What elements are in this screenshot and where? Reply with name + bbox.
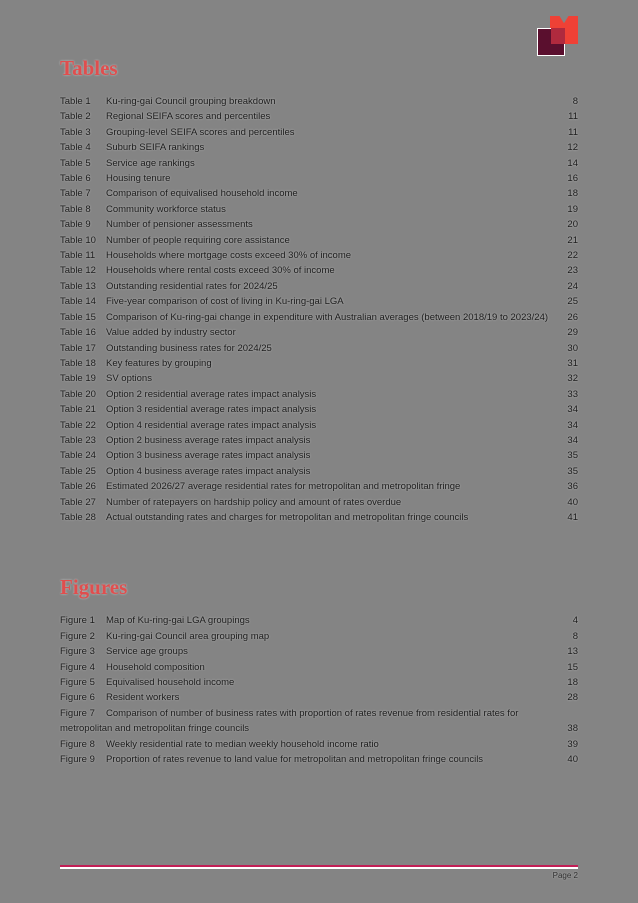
toc-entry-text: [60, 356, 554, 371]
toc-entry-label: Table 5: [60, 157, 91, 169]
toc-entry-page: 32: [567, 373, 578, 385]
toc-entry-text: [60, 387, 554, 402]
toc-entry-title: Equivalised household income: [106, 677, 235, 688]
toc-entry-title: Option 3 business average rates impact analysis: [106, 450, 311, 462]
toc-entry-text: [60, 109, 554, 124]
toc-entry-title: Key features by grouping: [106, 357, 212, 369]
toc-entry-text: [60, 94, 554, 109]
toc-entry-text: [60, 448, 554, 463]
toc-entry-page: 35: [567, 465, 578, 477]
toc-entry: [60, 613, 578, 628]
toc-entry-label: Table 22: [60, 419, 96, 431]
toc-entry-page: 20: [567, 219, 578, 231]
toc-entry-page: 23: [567, 265, 578, 277]
toc-entry-text: [60, 310, 554, 325]
toc-entry-text: [60, 690, 554, 705]
footer-rule: [60, 865, 578, 869]
toc-entry: [60, 202, 578, 217]
toc-entry-title: Map of Ku-ring-gai LGA groupings: [106, 615, 250, 627]
toc-entry-label: Figure 4: [60, 661, 95, 673]
toc-entry-label: Table 4: [60, 142, 91, 154]
toc-entry-text: [60, 433, 554, 448]
toc-entry-title: Option 3 residential average rates impact analysis: [106, 404, 317, 416]
toc-entry-page: 14: [567, 157, 578, 169]
toc-entry-title: Number of pensioner assessments: [106, 219, 253, 231]
toc-entry: [60, 706, 578, 737]
toc-entry-label: Table 19: [60, 373, 96, 385]
toc-entry-label: Figure 3: [60, 646, 95, 658]
toc-entry-page: 28: [567, 692, 578, 704]
toc-entry-title: Option 2 business average rates impact analysis: [106, 434, 311, 446]
toc-entry-label: Table 14: [60, 296, 96, 308]
toc-entry: [60, 325, 578, 340]
toc-entry-title: Estimated 2026/27 average residential rates for metropolitan and metropolitan fringe: [106, 481, 461, 493]
toc-entry: [60, 294, 578, 309]
toc-entry-page: 40: [567, 496, 578, 508]
toc-entry-text: [60, 341, 554, 356]
toc-entry-page: 8: [572, 630, 578, 642]
toc-entry-text: [60, 294, 554, 309]
toc-entry-title: Number of ratepayers on hardship policy and amount of rates overdue: [106, 496, 402, 508]
toc-entry-title: Actual outstanding rates and charges for metropolitan and metropolitan fringe councils: [106, 511, 469, 523]
toc-entry: [60, 510, 578, 525]
toc-entry-label: Table 20: [60, 388, 96, 400]
toc-entry-label: Table 21: [60, 404, 96, 416]
toc-entry-text: [60, 140, 554, 155]
toc-entry-page: 31: [567, 357, 578, 369]
toc-entry-label: Table 11: [60, 250, 96, 262]
page-number: Page 2: [552, 871, 578, 880]
toc-entry-title: Outstanding business rates for 2024/25: [106, 342, 272, 354]
toc-entry-title: Value added by industry sector: [106, 327, 236, 339]
toc-entry-page: 40: [567, 754, 578, 766]
toc-entry-page: 15: [567, 661, 578, 673]
toc-entry-title: Option 2 residential average rates impact analysis: [106, 388, 317, 400]
logo-icon: [537, 16, 578, 56]
toc-entry-title: Ku-ring-gai Council area grouping map: [106, 630, 270, 642]
logo-overlap-square: [551, 28, 565, 44]
toc-entry: [60, 690, 578, 705]
toc-entry-text: [60, 752, 554, 767]
toc-entry: [60, 94, 578, 109]
toc-entry-page: 38: [567, 723, 578, 735]
toc-entry-title: Comparison of number of business rates with proportion of rates revenue from residential rates for metropolitan and metropolitan fringe councils: [60, 707, 519, 735]
toc-entry: [60, 233, 578, 248]
toc-entry-title: SV options: [106, 373, 152, 385]
toc-entry-label: Table 1: [60, 96, 91, 107]
toc-entry-text: [60, 706, 554, 737]
toc-entry: [60, 479, 578, 494]
toc-entry-title: Regional SEIFA scores and percentiles: [106, 111, 271, 123]
toc-entry-page: 39: [567, 738, 578, 750]
toc-entry-page: 34: [567, 404, 578, 416]
page-footer: [60, 865, 578, 880]
toc-entry-title: Households where rental costs exceed 30% of income: [106, 265, 335, 277]
toc-entry-label: Figure 2: [60, 630, 95, 642]
toc-entry: [60, 217, 578, 232]
toc-entry: [60, 402, 578, 417]
figures-section: [60, 577, 578, 767]
toc-entry-page: 35: [567, 450, 578, 462]
toc-entry-page: 4: [572, 615, 578, 627]
toc-entry-title: Service age groups: [106, 646, 188, 658]
toc-entry-label: Table 27: [60, 496, 96, 508]
toc-entry-title: Ku-ring-gai Council grouping breakdown: [106, 96, 276, 107]
toc-entry: [60, 629, 578, 644]
toc-entry-label: Table 18: [60, 357, 96, 369]
toc-entry: [60, 675, 578, 690]
toc-entry-page: 34: [567, 434, 578, 446]
toc-entry-page: 11: [568, 111, 578, 123]
toc-entry-text: [60, 156, 554, 171]
toc-entry-text: [60, 418, 554, 433]
toc-entry-text: [60, 233, 554, 248]
toc-entry: [60, 248, 578, 263]
toc-entry-title: Suburb SEIFA rankings: [106, 142, 205, 154]
toc-entry-title: Five-year comparison of cost of living in Ku-ring-gai LGA: [106, 296, 344, 308]
toc-entry-label: Table 25: [60, 465, 96, 477]
toc-entry-label: Table 26: [60, 481, 96, 493]
toc-entry-label: Figure 7: [60, 707, 95, 719]
toc-entry-text: [60, 279, 554, 294]
toc-entry-text: [60, 325, 554, 340]
toc-entry-label: Table 23: [60, 434, 96, 446]
toc-entry-label: Figure 6: [60, 692, 95, 704]
toc-entry-label: Table 3: [60, 126, 91, 138]
toc-entry: [60, 448, 578, 463]
figures-heading: Figures: [60, 575, 128, 600]
toc-entry-label: Figure 8: [60, 738, 95, 750]
toc-entry-page: 21: [567, 234, 578, 246]
tables-heading: Tables: [60, 56, 118, 80]
toc-entry-page: 22: [567, 250, 578, 262]
toc-entry-title: Comparison of equivalised household income: [106, 188, 298, 200]
toc-entry-text: [60, 613, 554, 628]
toc-entry: [60, 495, 578, 510]
toc-entry: [60, 356, 578, 371]
toc-entry-text: [60, 402, 554, 417]
toc-entry-text: [60, 479, 554, 494]
toc-entry-title: Households where mortgage costs exceed 30% of income: [106, 250, 352, 262]
toc-entry-title: Resident workers: [106, 692, 180, 704]
toc-entry-text: [60, 737, 554, 752]
toc-entry-label: Table 15: [60, 311, 96, 323]
toc-entry-label: Table 17: [60, 342, 96, 354]
toc-entry-page: 8: [572, 96, 578, 107]
figures-list: [60, 613, 578, 767]
toc-entry-label: Table 6: [60, 173, 91, 185]
toc-entry-text: [60, 660, 554, 675]
toc-entry: [60, 310, 578, 325]
toc-entry-title: Option 4 residential average rates impact analysis: [106, 419, 317, 431]
toc-entry: [60, 156, 578, 171]
toc-entry-page: 24: [567, 280, 578, 292]
toc-entry: [60, 464, 578, 479]
toc-entry-label: Table 13: [60, 280, 96, 292]
toc-entry-page: 29: [567, 327, 578, 339]
toc-entry: [60, 433, 578, 448]
toc-entry-title: Community workforce status: [106, 203, 226, 215]
toc-entry-title: Outstanding residential rates for 2024/25: [106, 280, 278, 292]
toc-entry-label: Figure 9: [60, 754, 95, 766]
tables-list: [60, 94, 578, 525]
toc-entry-text: [60, 186, 554, 201]
toc-entry: [60, 186, 578, 201]
toc-entry-text: [60, 371, 554, 386]
toc-entry-label: Table 7: [60, 188, 91, 200]
toc-entry-label: Table 12: [60, 265, 96, 277]
toc-entry-text: [60, 171, 554, 186]
toc-entry: [60, 737, 578, 752]
toc-entry-page: 13: [567, 646, 578, 658]
toc-entry-text: [60, 263, 554, 278]
toc-entry-page: 25: [567, 296, 578, 308]
toc-entry-title: Number of people requiring core assistance: [106, 234, 290, 246]
toc-entry-label: Table 16: [60, 327, 96, 339]
toc-entry-text: [60, 495, 554, 510]
toc-entry-page: 18: [567, 677, 578, 688]
toc-entry: [60, 418, 578, 433]
toc-entry-text: [60, 510, 554, 525]
toc-entry-label: Table 9: [60, 219, 91, 231]
toc-entry-label: Table 28: [60, 511, 96, 523]
toc-entry: [60, 263, 578, 278]
toc-entry-title: Option 4 business average rates impact analysis: [106, 465, 311, 477]
toc-entry-text: [60, 248, 554, 263]
toc-entry-page: 41: [567, 511, 578, 523]
toc-entry-page: 18: [567, 188, 578, 200]
toc-entry-page: 33: [567, 388, 578, 400]
toc-entry-page: 36: [567, 481, 578, 493]
toc-entry-text: [60, 125, 554, 140]
toc-entry-label: Figure 5: [60, 677, 95, 688]
toc-entry-page: 30: [567, 342, 578, 354]
toc-entry-page: 12: [567, 142, 578, 154]
toc-entry: [60, 279, 578, 294]
toc-entry: [60, 371, 578, 386]
toc-entry: [60, 125, 578, 140]
toc-entry-title: Proportion of rates revenue to land value for metropolitan and metropolitan fringe councils: [106, 754, 484, 766]
toc-entry-page: 19: [567, 203, 578, 215]
toc-entry: [60, 387, 578, 402]
toc-entry-text: [60, 202, 554, 217]
toc-entry-text: [60, 644, 554, 659]
toc-entry-text: [60, 675, 554, 690]
tables-section: [60, 58, 578, 525]
toc-entry-text: [60, 217, 554, 232]
toc-entry-title: Housing tenure: [106, 173, 171, 185]
toc-entry-page: 34: [567, 419, 578, 431]
toc-entry-title: Comparison of Ku-ring-gai change in expenditure with Australian averages (between 2018/19 to 2023/24): [106, 311, 549, 323]
toc-entry-label: Table 2: [60, 111, 91, 123]
toc-entry-page: 11: [568, 126, 578, 138]
toc-entry-title: Weekly residential rate to median weekly household income ratio: [106, 738, 379, 750]
toc-entry-label: Table 10: [60, 234, 96, 246]
toc-entry: [60, 171, 578, 186]
toc-entry: [60, 109, 578, 124]
toc-entry: [60, 752, 578, 767]
toc-entry-label: Table 24: [60, 450, 96, 462]
toc-entry-label: Figure 1: [60, 615, 95, 627]
toc-entry-text: [60, 464, 554, 479]
toc-entry: [60, 341, 578, 356]
toc-entry-text: [60, 629, 554, 644]
toc-entry: [60, 644, 578, 659]
toc-entry-page: 16: [567, 173, 578, 185]
toc-entry-label: Table 8: [60, 203, 91, 215]
toc-entry-page: 26: [567, 311, 578, 323]
toc-entry-title: Grouping-level SEIFA scores and percentiles: [106, 126, 295, 138]
toc-entry-title: Service age rankings: [106, 157, 195, 169]
toc-entry-title: Household composition: [106, 661, 205, 673]
toc-entry: [60, 140, 578, 155]
toc-entry: [60, 660, 578, 675]
